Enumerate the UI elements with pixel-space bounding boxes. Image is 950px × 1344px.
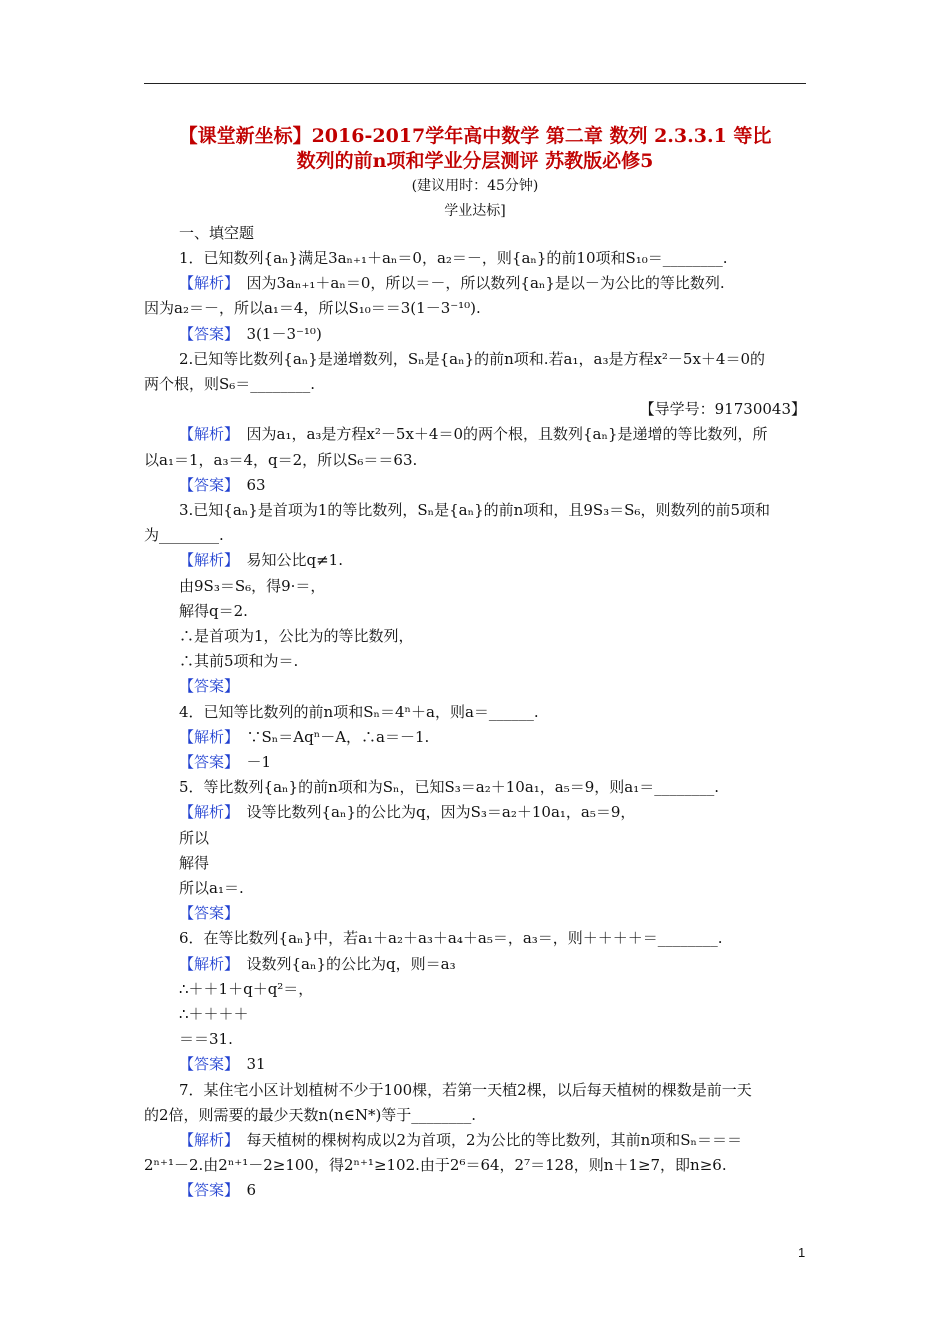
answer-tag: 【答案】 xyxy=(179,1181,232,1200)
answer-tag: 【解析】 xyxy=(179,425,232,444)
document-line xyxy=(179,425,768,443)
document-line xyxy=(144,299,481,317)
line-text: 解得 xyxy=(179,853,210,872)
document-line xyxy=(179,577,325,595)
line-text: 1．已知数列{aₙ}满足3aₙ₊₁＋aₙ＝0，a₂＝－，则{aₙ}的前10项和S₁₀＝________. xyxy=(179,249,728,267)
document-line xyxy=(179,1030,233,1048)
document-line xyxy=(179,803,635,821)
answer-tag: 【解析】 xyxy=(179,727,232,746)
line-text: 【导学号：91730043】 xyxy=(639,400,806,419)
line-text: 两个根，则S₆＝________. xyxy=(144,375,316,393)
line-text: 31 xyxy=(231,1055,266,1074)
document-line xyxy=(144,1156,727,1174)
document-line xyxy=(179,1181,256,1199)
document-line xyxy=(179,677,239,695)
document-title-line-2: 数列的前n项和学业分层测评 苏教版必修5 xyxy=(296,150,654,172)
answer-tag: 【解析】 xyxy=(179,803,232,822)
line-text: 因为a₂＝－，所以a₁＝4，所以S₁₀＝＝3(1－3⁻¹⁰). xyxy=(144,299,481,318)
document-line xyxy=(179,274,725,292)
document-line xyxy=(179,652,298,670)
line-text: 2ⁿ⁺¹－2.由2ⁿ⁺¹－2≥100，得2ⁿ⁺¹≥102.由于2⁶＝64，2⁷＝128，则n＋1≥7，即n≥6. xyxy=(144,1156,727,1175)
document-line xyxy=(640,400,806,418)
document-line xyxy=(144,1106,476,1124)
answer-tag: 【答案】 xyxy=(179,324,232,343)
line-text: 因为a₁，a₃是方程x²－5x＋4＝0的两个根，且数列{aₙ}是递增的等比数列，所 xyxy=(231,425,768,444)
document-line xyxy=(179,1055,266,1073)
answer-tag: 【答案】 xyxy=(179,677,240,696)
line-text: 每天植树的棵树构成以2为首项，2为公比的等比数列，其前n项和Sₙ＝＝＝ xyxy=(231,1131,743,1149)
answer-tag: 【解析】 xyxy=(179,551,232,570)
document-line xyxy=(179,1005,249,1023)
line-text: 4．已知等比数列的前n项和Sₙ＝4ⁿ＋a，则a＝______. xyxy=(179,702,539,721)
line-text: 6．在等比数列{aₙ}中，若a₁＋a₂＋a₃＋a₄＋a₅＝，a₃＝，则＋＋＋＋＝________. xyxy=(179,929,723,948)
document-line xyxy=(179,249,728,267)
line-text: 解得q＝2. xyxy=(179,601,248,620)
answer-tag: 【解析】 xyxy=(179,954,232,973)
line-text: 设数列{aₙ}的公比为q，则＝a₃ xyxy=(231,954,456,973)
answer-tag: 【答案】 xyxy=(179,1055,232,1074)
line-text: 6 xyxy=(231,1181,257,1200)
line-text: 3(1－3⁻¹⁰) xyxy=(231,324,322,343)
answer-tag: 【解析】 xyxy=(179,274,232,293)
document-line xyxy=(179,829,209,847)
document-line xyxy=(179,1131,742,1149)
document-line xyxy=(179,778,719,796)
answer-tag: 【解析】 xyxy=(179,1131,232,1149)
part-heading: 一、填空题 xyxy=(179,224,255,242)
document-line xyxy=(144,375,315,393)
document-line xyxy=(179,501,770,519)
document-line xyxy=(179,753,271,771)
line-text: 为________. xyxy=(144,526,224,545)
document-line xyxy=(179,703,539,721)
line-text: ∴其前5项和为＝. xyxy=(179,652,299,671)
document-line xyxy=(179,476,266,494)
line-text: 2.已知等比数列{aₙ}是递增数列，Sₙ是{aₙ}的前n项和.若a₁，a₃是方程x²－5x＋4＝0的 xyxy=(179,349,766,368)
line-text: 3.已知{aₙ}是首项为1的等比数列，Sₙ是{aₙ}的前n项和，且9S₃＝S₆，则数列的前5项和 xyxy=(179,501,770,519)
line-text: 由9S₃＝S₆，得9·＝， xyxy=(179,576,326,595)
document-line xyxy=(179,728,429,746)
section-heading: 学业达标] xyxy=(444,203,506,219)
line-text: －1 xyxy=(231,753,272,771)
line-text: 所以 xyxy=(179,828,210,847)
document-line xyxy=(179,854,209,872)
document-line xyxy=(179,1081,752,1099)
document-line xyxy=(179,551,343,569)
document-line xyxy=(179,602,248,620)
answer-tag: 【答案】 xyxy=(179,904,240,923)
answer-tag: 【答案】 xyxy=(179,753,232,771)
document-line xyxy=(179,904,239,922)
header-rule xyxy=(144,83,806,84)
document-line xyxy=(179,929,723,947)
document-line xyxy=(179,627,414,645)
line-text: ＝＝31. xyxy=(179,1030,233,1049)
line-text: 的2倍，则需要的最少天数n(n∈N*)等于________. xyxy=(144,1105,477,1124)
document-line xyxy=(179,350,765,368)
line-text: 设等比数列{aₙ}的公比为q，因为S₃＝a₂＋10a₁，a₅＝9， xyxy=(231,803,636,822)
line-text: 63 xyxy=(231,475,266,494)
line-text: 所以a₁＝. xyxy=(179,879,244,897)
line-text: 易知公比q≠1. xyxy=(231,551,343,570)
suggested-time: (建议用时：45分钟) xyxy=(411,178,539,194)
line-text: ∵Sₙ＝Aqⁿ－A，∴a＝－1. xyxy=(231,727,430,746)
line-text: 因为3aₙ₊₁＋aₙ＝0，所以＝－，所以数列{aₙ}是以－为公比的等比数列. xyxy=(231,274,725,293)
document-line xyxy=(144,451,417,469)
answer-tag: 【答案】 xyxy=(179,475,232,494)
line-text: ∴＋＋1＋q＋q²＝， xyxy=(179,979,314,998)
document-line xyxy=(179,955,456,973)
line-text: 以a₁＝1，a₃＝4，q＝2，所以S₆＝＝63. xyxy=(144,450,418,469)
document-line xyxy=(179,980,313,998)
line-text: 5．等比数列{aₙ}的前n项和为Sₙ，已知S₃＝a₂＋10a₁，a₅＝9，则a₁＝________. xyxy=(179,778,720,797)
line-text: ∴＋＋＋＋ xyxy=(179,1005,249,1023)
document-line xyxy=(179,325,322,343)
document-title-line-1: 【课堂新坐标】2016-2017学年高中数学 第二章 数列 2.3.3.1 等比 xyxy=(178,125,772,147)
page-number: 1 xyxy=(798,1245,806,1260)
document-line xyxy=(144,526,224,544)
document-line xyxy=(179,879,244,897)
line-text: ∴是首项为1，公比为的等比数列， xyxy=(179,627,414,645)
line-text: 7．某住宅小区计划植树不少于100棵，若第一天植2棵，以后每天植树的棵数是前一天 xyxy=(179,1080,752,1099)
